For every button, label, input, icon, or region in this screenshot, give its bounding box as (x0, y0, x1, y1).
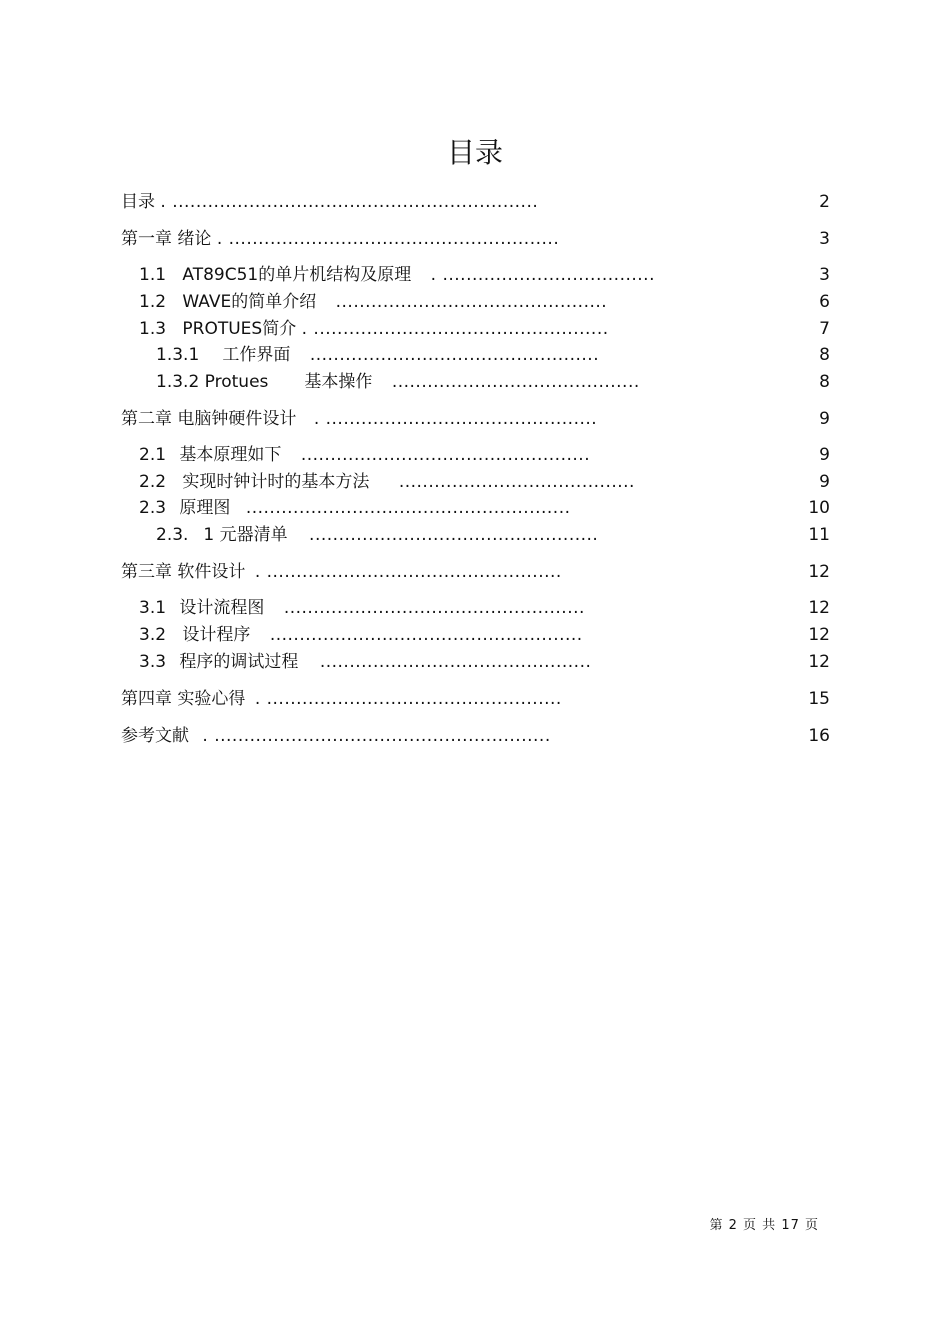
toc-page-number: 9 (819, 472, 830, 492)
toc-section-number: 1.3.1 (156, 345, 200, 365)
toc-leader-dots: . .............................................................. (160, 192, 539, 212)
toc-section-number: 3.3 (139, 652, 167, 672)
toc-leader-dots: ................................................. (309, 345, 600, 365)
toc-leader-dots: ........................................ (398, 472, 635, 492)
page-footer: 第 2 页 共 17 页 (709, 1218, 819, 1233)
toc-section-number: 1.3 (139, 319, 167, 339)
toc-leader-dots: . ......................................................... (202, 726, 551, 746)
toc-leader-dots: . ........................................................ (216, 229, 560, 249)
toc-entry[interactable] (139, 497, 571, 519)
toc-entry[interactable] (139, 624, 583, 646)
toc-entry-text: 1 元器清单 (203, 525, 288, 545)
toc-leader-dots: ................................................. (300, 445, 591, 465)
toc-entry[interactable] (121, 191, 538, 213)
toc-entry-text: 第一章 绪论 (121, 229, 212, 249)
toc-entry-text: 设计流程图 (179, 598, 265, 618)
toc-leader-dots: ....................................................... (245, 498, 571, 518)
toc-entry-text: 工作界面 (222, 345, 291, 365)
toc-page-number: 3 (819, 229, 830, 249)
toc-page-number: 2 (819, 192, 830, 212)
toc-page-number: 9 (819, 409, 830, 429)
toc-entry[interactable] (156, 371, 640, 393)
toc-leader-dots: . .................................................. (254, 562, 562, 582)
toc-page-number: 12 (808, 652, 830, 672)
toc-leader-dots: . .................................................. (301, 319, 609, 339)
toc-entry-text: 第四章 实验心得 (121, 689, 246, 709)
toc-section-number: 2.2 (139, 472, 167, 492)
toc-section-number: 1.1 (139, 265, 167, 285)
toc-entry-text: 程序的调试过程 (179, 652, 299, 672)
toc-leader-dots: ................................................... (283, 598, 585, 618)
toc-entry-text: 基本原理如下 (179, 445, 282, 465)
toc-entry-text: PROTUES简介 (182, 319, 297, 339)
toc-page-number: 12 (808, 625, 830, 645)
toc-page-number: 12 (808, 598, 830, 618)
toc-page-number: 12 (808, 562, 830, 582)
toc-section-number: 2.3 (139, 498, 167, 518)
toc-entry[interactable] (121, 408, 597, 430)
toc-page-number: 10 (808, 498, 830, 518)
toc-leader-dots: .............................................. (335, 292, 608, 312)
toc-page-number: 9 (819, 445, 830, 465)
toc-page-number: 8 (819, 345, 830, 365)
toc-page-number: 16 (808, 726, 830, 746)
toc-leader-dots: . .................................... (430, 265, 655, 285)
toc-page-number: 6 (819, 292, 830, 312)
toc-entry-text: 第二章 电脑钟硬件设计 (121, 409, 297, 429)
toc-entry-text: 设计程序 (182, 625, 251, 645)
page-title: 目录 (446, 136, 503, 169)
toc-section-number: 3.2 (139, 625, 167, 645)
toc-entry[interactable] (139, 651, 591, 673)
toc-page-number: 15 (808, 689, 830, 709)
toc-entry[interactable] (139, 264, 655, 286)
toc-page-number: 11 (808, 525, 830, 545)
toc-entry-text: WAVE的简单介绍 (182, 292, 317, 312)
toc-entry-text: 目录 (121, 192, 155, 212)
toc-entry-text: 第三章 软件设计 (121, 562, 246, 582)
toc-entry-text: 原理图 (179, 498, 231, 518)
toc-entry[interactable] (156, 344, 599, 366)
toc-leader-dots: ..................................................... (269, 625, 583, 645)
toc-entry[interactable] (121, 228, 559, 250)
toc-section-number: 3.1 (139, 598, 167, 618)
toc-section-number: 2.1 (139, 445, 167, 465)
toc-entry[interactable] (139, 471, 635, 493)
toc-page-number: 8 (819, 372, 830, 392)
toc-entry[interactable] (121, 561, 562, 583)
toc-entry-text: 基本操作 (304, 372, 373, 392)
toc-leader-dots: .......................................... (391, 372, 640, 392)
toc-entry-text: AT89C51的单片机结构及原理 (182, 265, 412, 285)
toc-leader-dots: . .................................................. (254, 689, 562, 709)
toc-entry-text: 实现时钟计时的基本方法 (182, 472, 370, 492)
toc-entry-text: 参考文献 (121, 726, 189, 746)
toc-entry[interactable] (139, 291, 607, 313)
toc-section-number: 1.3.2 Protues (156, 372, 269, 392)
toc-section-number: 2.3. (156, 525, 189, 545)
toc-page-number: 7 (819, 319, 830, 339)
toc-entry[interactable] (139, 318, 609, 340)
toc-page-number: 3 (819, 265, 830, 285)
toc-section-number: 1.2 (139, 292, 167, 312)
toc-leader-dots: . .............................................. (313, 409, 598, 429)
toc-entry[interactable] (139, 597, 585, 619)
toc-entry[interactable] (139, 444, 590, 466)
toc-entry[interactable] (121, 725, 551, 747)
toc-leader-dots: ................................................. (309, 525, 599, 545)
toc-leader-dots: .............................................. (319, 652, 592, 672)
toc-entry[interactable] (156, 524, 598, 546)
toc-entry[interactable] (121, 688, 562, 710)
